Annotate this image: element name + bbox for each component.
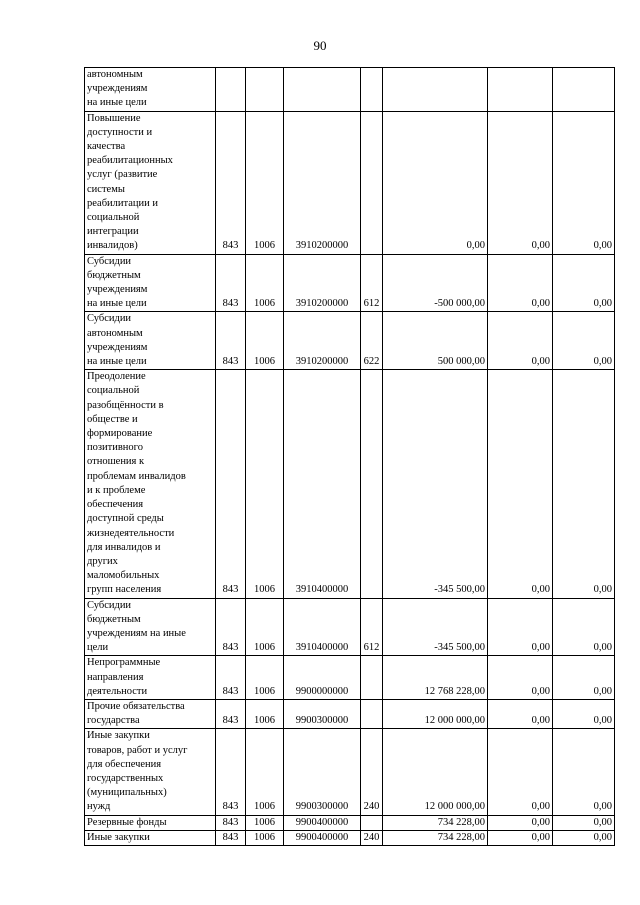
row-label: Иные закупки товаров, работ и услуг для обеспечения государственных (муниципальных) нужд: [87, 730, 188, 813]
cell-expense-type: 612: [361, 254, 383, 312]
table-row: [85, 699, 615, 728]
cell-name: [85, 598, 216, 656]
cell-amount-2: 0,00: [488, 656, 553, 700]
table-row: [85, 729, 615, 815]
cell-grbs: [216, 68, 246, 112]
cell-amount-3: 0,00: [553, 111, 615, 254]
row-label: Непрограммные направления деятельности: [87, 657, 161, 697]
cell-expense-type: 240: [361, 729, 383, 815]
budget-table-body: [85, 68, 615, 846]
cell-amount-2: 0,00: [488, 830, 553, 845]
cell-amount-2: 0,00: [488, 312, 553, 370]
cell-name: [85, 312, 216, 370]
row-label: Субсидии автономным учреждениям на иные цели: [87, 313, 148, 368]
row-label: Повышение доступности и качества реабилитационных услуг (развитие системы реабилитации и социальной интеграции инвалидов): [87, 112, 173, 252]
cell-amount-2: 0,00: [488, 254, 553, 312]
cell-amount-1: 0,00: [383, 111, 488, 254]
cell-grbs: 843: [216, 111, 246, 254]
cell-section: 1006: [246, 312, 284, 370]
table-row: [85, 111, 615, 254]
cell-section: [246, 68, 284, 112]
cell-grbs: 843: [216, 598, 246, 656]
cell-section: 1006: [246, 830, 284, 845]
cell-name: [85, 111, 216, 254]
cell-name: [85, 370, 216, 598]
row-label: автономным учреждениям на иные цели: [87, 69, 148, 109]
table-row: [85, 68, 615, 112]
cell-target-article: [284, 68, 361, 112]
cell-expense-type: [361, 699, 383, 728]
table-row: [85, 830, 615, 845]
cell-name: [85, 830, 216, 845]
cell-amount-3: 0,00: [553, 312, 615, 370]
cell-grbs: 843: [216, 830, 246, 845]
cell-name: [85, 68, 216, 112]
cell-section: 1006: [246, 111, 284, 254]
cell-name: [85, 656, 216, 700]
cell-target-article: 9900300000: [284, 729, 361, 815]
cell-amount-1: [383, 68, 488, 112]
cell-section: 1006: [246, 254, 284, 312]
cell-amount-1: -500 000,00: [383, 254, 488, 312]
table-row: [85, 815, 615, 830]
cell-amount-1: 734 228,00: [383, 830, 488, 845]
cell-section: 1006: [246, 699, 284, 728]
page-number: 90: [313, 38, 327, 53]
cell-amount-2: [488, 68, 553, 112]
cell-amount-1: 12 000 000,00: [383, 699, 488, 728]
cell-amount-3: 0,00: [553, 699, 615, 728]
table-row: [85, 254, 615, 312]
row-label: Резервные фонды: [87, 816, 167, 828]
cell-amount-1: 12 000 000,00: [383, 729, 488, 815]
cell-amount-1: -345 500,00: [383, 370, 488, 598]
cell-section: 1006: [246, 598, 284, 656]
cell-amount-3: 0,00: [553, 815, 615, 830]
cell-amount-2: 0,00: [488, 370, 553, 598]
table-row: [85, 312, 615, 370]
cell-amount-1: 734 228,00: [383, 815, 488, 830]
cell-target-article: 3910200000: [284, 111, 361, 254]
cell-grbs: 843: [216, 729, 246, 815]
cell-amount-2: 0,00: [488, 699, 553, 728]
cell-amount-3: 0,00: [553, 729, 615, 815]
cell-grbs: 843: [216, 254, 246, 312]
cell-expense-type: 622: [361, 312, 383, 370]
cell-amount-2: 0,00: [488, 815, 553, 830]
cell-amount-3: 0,00: [553, 598, 615, 656]
cell-target-article: 3910200000: [284, 312, 361, 370]
row-label: Субсидии бюджетным учреждениям на иные цели: [87, 599, 186, 654]
cell-grbs: 843: [216, 370, 246, 598]
cell-expense-type: 612: [361, 598, 383, 656]
cell-amount-3: 0,00: [553, 656, 615, 700]
cell-target-article: 9900400000: [284, 830, 361, 845]
cell-section: 1006: [246, 729, 284, 815]
cell-expense-type: [361, 656, 383, 700]
row-label: Субсидии бюджетным учреждениям на иные цели: [87, 255, 148, 310]
cell-amount-3: 0,00: [553, 370, 615, 598]
cell-grbs: 843: [216, 656, 246, 700]
cell-target-article: 3910400000: [284, 598, 361, 656]
cell-name: [85, 815, 216, 830]
cell-expense-type: [361, 815, 383, 830]
cell-section: 1006: [246, 370, 284, 598]
cell-expense-type: [361, 111, 383, 254]
cell-target-article: 9900300000: [284, 699, 361, 728]
cell-grbs: 843: [216, 815, 246, 830]
cell-amount-1: -345 500,00: [383, 598, 488, 656]
cell-expense-type: 240: [361, 830, 383, 845]
cell-section: 1006: [246, 656, 284, 700]
cell-target-article: 9900000000: [284, 656, 361, 700]
cell-amount-3: [553, 68, 615, 112]
cell-name: [85, 729, 216, 815]
cell-amount-1: 500 000,00: [383, 312, 488, 370]
cell-target-article: 9900400000: [284, 815, 361, 830]
cell-amount-2: 0,00: [488, 598, 553, 656]
row-label: Иные закупки: [87, 831, 150, 843]
cell-amount-2: 0,00: [488, 111, 553, 254]
cell-target-article: 3910400000: [284, 370, 361, 598]
cell-amount-3: 0,00: [553, 830, 615, 845]
cell-amount-3: 0,00: [553, 254, 615, 312]
cell-grbs: 843: [216, 699, 246, 728]
table-row: [85, 370, 615, 598]
cell-amount-2: 0,00: [488, 729, 553, 815]
cell-expense-type: [361, 370, 383, 598]
cell-target-article: 3910200000: [284, 254, 361, 312]
row-label: Преодоление социальной разобщённости в обществе и формирование позитивного отношения к проблемам инвалидов и к проблеме обеспечения доступной среды жизнедеятельности для инвалидов и других маломобильных групп населения: [87, 371, 186, 596]
cell-name: [85, 699, 216, 728]
cell-section: 1006: [246, 815, 284, 830]
cell-expense-type: [361, 68, 383, 112]
table-row: [85, 598, 615, 656]
budget-table: [84, 67, 615, 846]
cell-name: [85, 254, 216, 312]
cell-grbs: 843: [216, 312, 246, 370]
table-row: [85, 656, 615, 700]
row-label: Прочие обязательства государства: [87, 700, 185, 727]
cell-amount-1: 12 768 228,00: [383, 656, 488, 700]
